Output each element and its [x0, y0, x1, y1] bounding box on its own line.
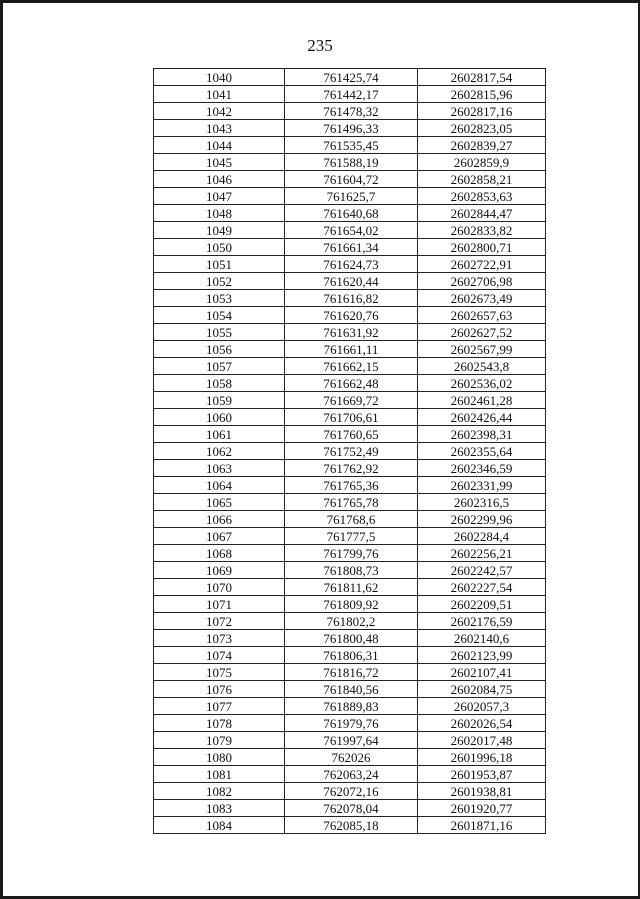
- point-number-cell: 1045: [154, 154, 285, 171]
- point-number-cell: 1080: [154, 749, 285, 766]
- point-number-cell: 1041: [154, 86, 285, 103]
- y-coordinate-cell: 2602859,9: [418, 154, 546, 171]
- x-coordinate-cell: 761661,11: [285, 341, 418, 358]
- x-coordinate-cell: 762085,18: [285, 817, 418, 834]
- point-number-cell: 1084: [154, 817, 285, 834]
- y-coordinate-cell: 2602844,47: [418, 205, 546, 222]
- coordinates-table: [153, 68, 546, 834]
- y-coordinate-cell: 2602817,54: [418, 69, 546, 86]
- point-number-cell: 1051: [154, 256, 285, 273]
- table-row: [154, 426, 546, 443]
- table-row: [154, 511, 546, 528]
- point-number-cell: 1081: [154, 766, 285, 783]
- y-coordinate-cell: 2602657,63: [418, 307, 546, 324]
- point-number-cell: 1082: [154, 783, 285, 800]
- scan-border-top: [0, 0, 640, 3]
- point-number-cell: 1043: [154, 120, 285, 137]
- table-row: [154, 477, 546, 494]
- x-coordinate-cell: 761808,73: [285, 562, 418, 579]
- y-coordinate-cell: 2602673,49: [418, 290, 546, 307]
- x-coordinate-cell: 761811,62: [285, 579, 418, 596]
- y-coordinate-cell: 2602026,54: [418, 715, 546, 732]
- point-number-cell: 1042: [154, 103, 285, 120]
- point-number-cell: 1054: [154, 307, 285, 324]
- table-row: [154, 783, 546, 800]
- x-coordinate-cell: 761442,17: [285, 86, 418, 103]
- y-coordinate-cell: 2602722,91: [418, 256, 546, 273]
- y-coordinate-cell: 2602800,71: [418, 239, 546, 256]
- point-number-cell: 1046: [154, 171, 285, 188]
- point-number-cell: 1071: [154, 596, 285, 613]
- y-coordinate-cell: 2602543,8: [418, 358, 546, 375]
- table-row: [154, 375, 546, 392]
- x-coordinate-cell: 761620,44: [285, 273, 418, 290]
- x-coordinate-cell: 761625,7: [285, 188, 418, 205]
- table-row: [154, 732, 546, 749]
- table-row: [154, 154, 546, 171]
- point-number-cell: 1064: [154, 477, 285, 494]
- point-number-cell: 1061: [154, 426, 285, 443]
- table-row: [154, 103, 546, 120]
- y-coordinate-cell: 2602107,41: [418, 664, 546, 681]
- point-number-cell: 1065: [154, 494, 285, 511]
- table-row: [154, 409, 546, 426]
- y-coordinate-cell: 2602057,3: [418, 698, 546, 715]
- y-coordinate-cell: 2601996,18: [418, 749, 546, 766]
- x-coordinate-cell: 762078,04: [285, 800, 418, 817]
- x-coordinate-cell: 761979,76: [285, 715, 418, 732]
- page-number: 235: [307, 36, 333, 55]
- y-coordinate-cell: 2602815,96: [418, 86, 546, 103]
- point-number-cell: 1057: [154, 358, 285, 375]
- x-coordinate-cell: 761809,92: [285, 596, 418, 613]
- x-coordinate-cell: 761616,82: [285, 290, 418, 307]
- point-number-cell: 1062: [154, 443, 285, 460]
- x-coordinate-cell: 761840,56: [285, 681, 418, 698]
- y-coordinate-cell: 2601871,16: [418, 817, 546, 834]
- y-coordinate-cell: 2602299,96: [418, 511, 546, 528]
- point-number-cell: 1066: [154, 511, 285, 528]
- y-coordinate-cell: 2602123,99: [418, 647, 546, 664]
- x-coordinate-cell: 761662,48: [285, 375, 418, 392]
- table-row: [154, 205, 546, 222]
- table-row: [154, 137, 546, 154]
- table-row: [154, 596, 546, 613]
- y-coordinate-cell: 2602461,28: [418, 392, 546, 409]
- x-coordinate-cell: 761802,2: [285, 613, 418, 630]
- x-coordinate-cell: 761760,65: [285, 426, 418, 443]
- x-coordinate-cell: 761604,72: [285, 171, 418, 188]
- table-row: [154, 307, 546, 324]
- table-row: [154, 613, 546, 630]
- x-coordinate-cell: 761806,31: [285, 647, 418, 664]
- y-coordinate-cell: 2602817,16: [418, 103, 546, 120]
- table-row: [154, 528, 546, 545]
- x-coordinate-cell: 761631,92: [285, 324, 418, 341]
- x-coordinate-cell: 761640,68: [285, 205, 418, 222]
- y-coordinate-cell: 2601953,87: [418, 766, 546, 783]
- x-coordinate-cell: 761800,48: [285, 630, 418, 647]
- x-coordinate-cell: 761661,34: [285, 239, 418, 256]
- x-coordinate-cell: 762072,16: [285, 783, 418, 800]
- table-row: [154, 664, 546, 681]
- point-number-cell: 1068: [154, 545, 285, 562]
- table-row: [154, 715, 546, 732]
- point-number-cell: 1073: [154, 630, 285, 647]
- table-row: [154, 443, 546, 460]
- table-row: [154, 171, 546, 188]
- x-coordinate-cell: 761662,15: [285, 358, 418, 375]
- point-number-cell: 1049: [154, 222, 285, 239]
- point-number-cell: 1075: [154, 664, 285, 681]
- y-coordinate-cell: 2602833,82: [418, 222, 546, 239]
- y-coordinate-cell: 2602346,59: [418, 460, 546, 477]
- point-number-cell: 1044: [154, 137, 285, 154]
- table-row: [154, 545, 546, 562]
- point-number-cell: 1060: [154, 409, 285, 426]
- table-row: [154, 256, 546, 273]
- point-number-cell: 1052: [154, 273, 285, 290]
- y-coordinate-cell: 2601938,81: [418, 783, 546, 800]
- y-coordinate-cell: 2602853,63: [418, 188, 546, 205]
- coordinates-table-body: [154, 69, 546, 834]
- point-number-cell: 1063: [154, 460, 285, 477]
- y-coordinate-cell: 2602227,54: [418, 579, 546, 596]
- y-coordinate-cell: 2602242,57: [418, 562, 546, 579]
- point-number-cell: 1040: [154, 69, 285, 86]
- x-coordinate-cell: 761997,64: [285, 732, 418, 749]
- y-coordinate-cell: 2602706,98: [418, 273, 546, 290]
- x-coordinate-cell: 761654,02: [285, 222, 418, 239]
- x-coordinate-cell: 761706,61: [285, 409, 418, 426]
- x-coordinate-cell: 761620,76: [285, 307, 418, 324]
- table-row: [154, 766, 546, 783]
- x-coordinate-cell: 761768,6: [285, 511, 418, 528]
- table-row: [154, 647, 546, 664]
- point-number-cell: 1077: [154, 698, 285, 715]
- y-coordinate-cell: 2601920,77: [418, 800, 546, 817]
- table-row: [154, 494, 546, 511]
- point-number-cell: 1083: [154, 800, 285, 817]
- table-row: [154, 69, 546, 86]
- x-coordinate-cell: 761588,19: [285, 154, 418, 171]
- y-coordinate-cell: 2602627,52: [418, 324, 546, 341]
- table-row: [154, 324, 546, 341]
- table-row: [154, 392, 546, 409]
- y-coordinate-cell: 2602398,31: [418, 426, 546, 443]
- y-coordinate-cell: 2602256,21: [418, 545, 546, 562]
- x-coordinate-cell: 761889,83: [285, 698, 418, 715]
- table-row: [154, 681, 546, 698]
- table-row: [154, 120, 546, 137]
- table-row: [154, 341, 546, 358]
- point-number-cell: 1070: [154, 579, 285, 596]
- table-row: [154, 239, 546, 256]
- point-number-cell: 1050: [154, 239, 285, 256]
- y-coordinate-cell: 2602567,99: [418, 341, 546, 358]
- point-number-cell: 1055: [154, 324, 285, 341]
- x-coordinate-cell: 761762,92: [285, 460, 418, 477]
- y-coordinate-cell: 2602355,64: [418, 443, 546, 460]
- x-coordinate-cell: 761816,72: [285, 664, 418, 681]
- point-number-cell: 1059: [154, 392, 285, 409]
- x-coordinate-cell: 761496,33: [285, 120, 418, 137]
- x-coordinate-cell: 761752,49: [285, 443, 418, 460]
- y-coordinate-cell: 2602331,99: [418, 477, 546, 494]
- x-coordinate-cell: 762026: [285, 749, 418, 766]
- scan-border-left: [0, 0, 3, 899]
- x-coordinate-cell: 761535,45: [285, 137, 418, 154]
- table-row: [154, 290, 546, 307]
- x-coordinate-cell: 761765,36: [285, 477, 418, 494]
- y-coordinate-cell: 2602316,5: [418, 494, 546, 511]
- table-row: [154, 86, 546, 103]
- point-number-cell: 1076: [154, 681, 285, 698]
- table-row: [154, 460, 546, 477]
- y-coordinate-cell: 2602140,6: [418, 630, 546, 647]
- y-coordinate-cell: 2602176,59: [418, 613, 546, 630]
- table-row: [154, 358, 546, 375]
- point-number-cell: 1074: [154, 647, 285, 664]
- x-coordinate-cell: 761669,72: [285, 392, 418, 409]
- table-row: [154, 562, 546, 579]
- y-coordinate-cell: 2602536,02: [418, 375, 546, 392]
- table-row: [154, 188, 546, 205]
- x-coordinate-cell: 761425,74: [285, 69, 418, 86]
- point-number-cell: 1067: [154, 528, 285, 545]
- point-number-cell: 1048: [154, 205, 285, 222]
- table-row: [154, 273, 546, 290]
- table-row: [154, 817, 546, 834]
- table-row: [154, 698, 546, 715]
- table-row: [154, 579, 546, 596]
- table-row: [154, 800, 546, 817]
- point-number-cell: 1056: [154, 341, 285, 358]
- x-coordinate-cell: 761624,73: [285, 256, 418, 273]
- y-coordinate-cell: 2602017,48: [418, 732, 546, 749]
- point-number-cell: 1078: [154, 715, 285, 732]
- x-coordinate-cell: 761478,32: [285, 103, 418, 120]
- x-coordinate-cell: 761777,5: [285, 528, 418, 545]
- x-coordinate-cell: 762063,24: [285, 766, 418, 783]
- y-coordinate-cell: 2602858,21: [418, 171, 546, 188]
- y-coordinate-cell: 2602284,4: [418, 528, 546, 545]
- point-number-cell: 1072: [154, 613, 285, 630]
- table-row: [154, 749, 546, 766]
- y-coordinate-cell: 2602426,44: [418, 409, 546, 426]
- point-number-cell: 1053: [154, 290, 285, 307]
- table-row: [154, 222, 546, 239]
- y-coordinate-cell: 2602839,27: [418, 137, 546, 154]
- y-coordinate-cell: 2602209,51: [418, 596, 546, 613]
- y-coordinate-cell: 2602823,05: [418, 120, 546, 137]
- point-number-cell: 1047: [154, 188, 285, 205]
- y-coordinate-cell: 2602084,75: [418, 681, 546, 698]
- point-number-cell: 1069: [154, 562, 285, 579]
- x-coordinate-cell: 761765,78: [285, 494, 418, 511]
- x-coordinate-cell: 761799,76: [285, 545, 418, 562]
- point-number-cell: 1079: [154, 732, 285, 749]
- point-number-cell: 1058: [154, 375, 285, 392]
- table-row: [154, 630, 546, 647]
